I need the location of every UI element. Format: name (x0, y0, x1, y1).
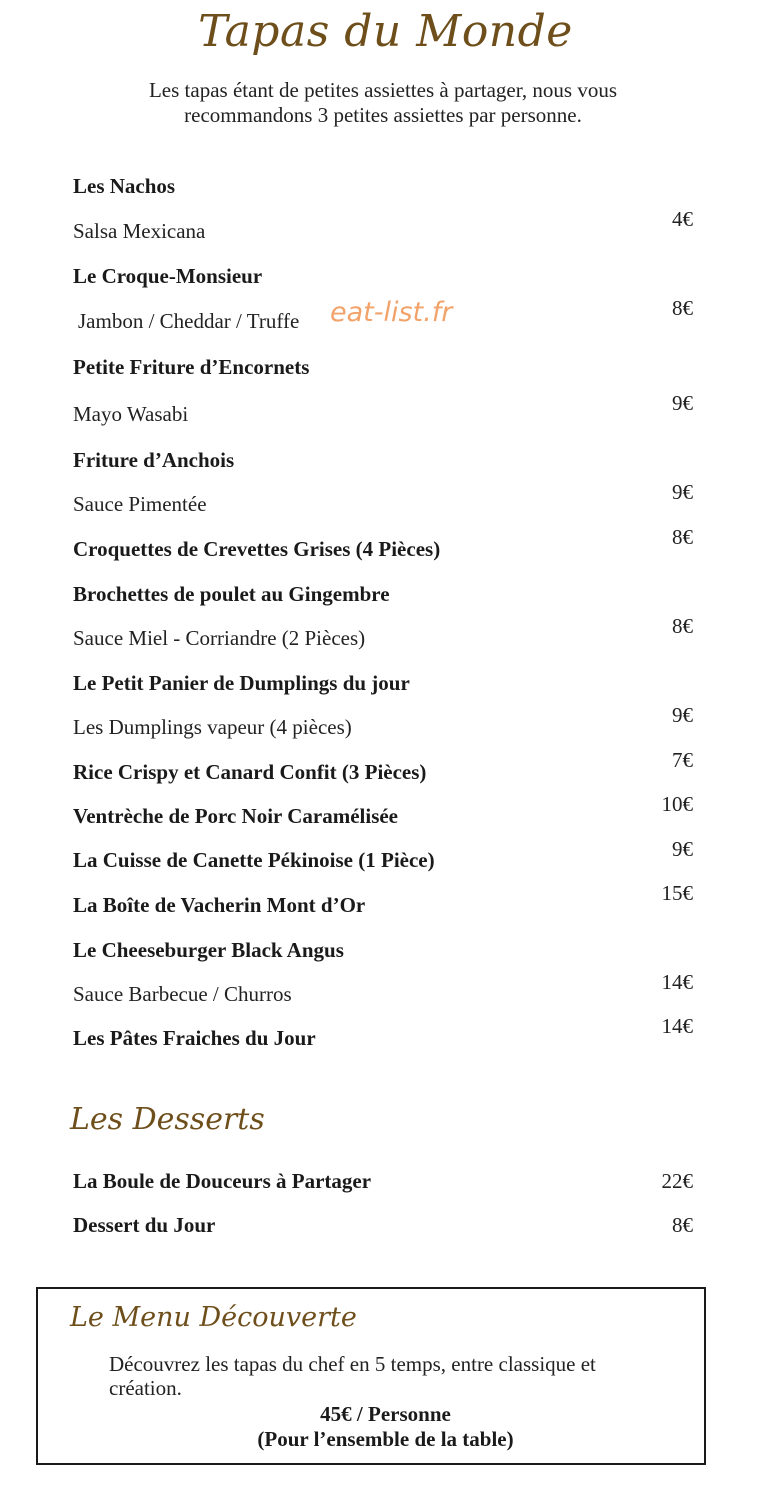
menu-intro: Les tapas étant de petites assiettes à partager, nous vous recommandons 3 petites assiettes par personne. (148, 78, 617, 127)
item-description: Les Dumplings vapeur (4 pièces) (73, 715, 352, 739)
item-description: Sauce Miel - Corriandre (2 Pièces) (73, 626, 366, 650)
item-price: 8€ (672, 525, 693, 549)
item-price: 9€ (672, 837, 693, 861)
item-price: 9€ (672, 391, 693, 415)
item-description: Sauce Pimentée (73, 492, 207, 516)
dessert-name: Dessert du Jour (73, 1213, 216, 1237)
item-name: Ventrèche de Porc Noir Caramélisée (73, 804, 399, 828)
menu-decouverte-description: Découvrez les tapas du chef en 5 temps, entre classique et création. (109, 1352, 596, 1400)
menu-title: Tapas du Monde (198, 6, 573, 57)
item-name: La Cuisse de Canette Pékinoise (1 Pièce) (73, 848, 435, 872)
item-description: Salsa Mexicana (73, 219, 206, 243)
item-price: 7€ (672, 748, 693, 772)
item-price: 8€ (672, 614, 693, 638)
item-name: Petite Friture d’Encornets (73, 355, 310, 379)
item-name: Le Croque-Monsieur (73, 264, 263, 288)
item-name: Les Pâtes Fraiches du Jour (73, 1026, 316, 1050)
item-price: 14€ (661, 970, 693, 994)
item-name: Friture d’Anchois (73, 448, 235, 472)
item-price: 8€ (672, 296, 693, 320)
dessert-name: La Boule de Douceurs à Partager (73, 1169, 372, 1193)
item-price: 10€ (661, 792, 693, 816)
item-price: 9€ (672, 480, 693, 504)
item-name: Brochettes de poulet au Gingembre (73, 582, 390, 606)
item-price: 4€ (672, 207, 693, 231)
item-price: 15€ (661, 881, 693, 905)
menu-decouverte-price: 45€ / Personne (320, 1402, 451, 1426)
desserts-title: Les Desserts (70, 1102, 265, 1137)
item-description: Mayo Wasabi (73, 402, 189, 426)
item-name: Les Nachos (73, 174, 176, 198)
item-price: 9€ (672, 703, 693, 727)
item-description: Jambon / Cheddar / Truffe (78, 309, 300, 333)
item-name: Le Cheeseburger Black Angus (73, 938, 344, 962)
item-description: Sauce Barbecue / Churros (73, 982, 292, 1006)
menu-decouverte-note: (Pour l’ensemble de la table) (257, 1427, 514, 1451)
dessert-price: 8€ (672, 1213, 693, 1237)
watermark: eat-list.fr (330, 297, 453, 328)
item-price: 14€ (661, 1014, 693, 1038)
item-name: Croquettes de Crevettes Grises (4 Pièces) (73, 537, 441, 561)
item-name: La Boîte de Vacherin Mont d’Or (73, 893, 366, 917)
menu-decouverte-title: Le Menu Découverte (70, 1302, 357, 1333)
item-name: Le Petit Panier de Dumplings du jour (73, 671, 410, 695)
item-name: Rice Crispy et Canard Confit (3 Pièces) (73, 760, 427, 784)
dessert-price: 22€ (661, 1169, 693, 1193)
